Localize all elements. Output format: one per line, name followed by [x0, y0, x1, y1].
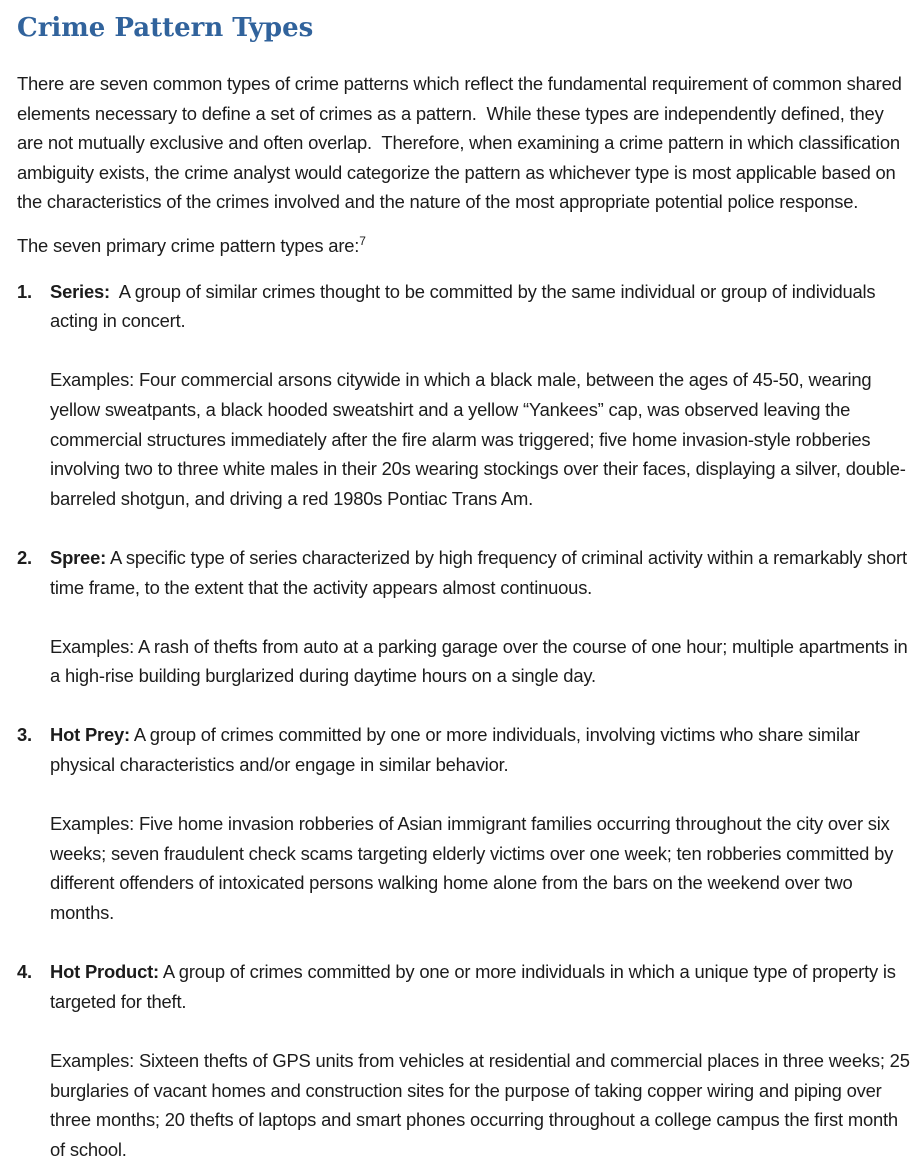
list-item-hot-prey: [17, 720, 911, 779]
item-definition-text: A group of crimes committed by one or more individuals, involving victims who share similar physical characteristics and/or engage in similar behavior.: [50, 724, 865, 776]
crime-pattern-list: [17, 277, 915, 1164]
item-label: Series:: [50, 280, 110, 302]
list-intro-text: The seven primary crime pattern types are:: [17, 234, 360, 256]
list-item-spree: [17, 543, 911, 602]
item-definition: [50, 543, 911, 602]
footnote-reference: 7: [359, 233, 366, 248]
item-definition-text: A group of crimes committed by one or more individuals in which a unique type of property is targeted for theft.: [50, 961, 901, 1012]
item-examples: Examples: Five home invasion robberies of Asian immigrant families occurring throughout the city over six weeks; seven fraudulent check scams targeting elderly victims over one week; ten robberies committed by different offenders of intoxicated persons walking home alone from the bars on the weekend over two months.: [50, 813, 899, 924]
item-label: Spree:: [50, 546, 107, 568]
list-intro: [17, 231, 911, 261]
item-definition: [50, 277, 911, 336]
list-item-series: [17, 277, 911, 336]
item-definition-text: A group of similar crimes thought to be committed by the same individual or group of individuals acting in concert.: [50, 280, 881, 332]
intro-paragraph: There are seven common types of crime patterns which reflect the fundamental requirement of common shared elements necessary to define a set of crimes as a pattern. While these types are independently defined, they are not mutually exclusive and often overlap. Therefore, when examining a crime pattern in which classification ambiguity exists, the crime analyst would categorize the pattern as whichever type is most applicable based on the characteristics of the crimes involved and the nature of the most appropriate potential police response.: [17, 73, 907, 213]
item-number: 2.: [17, 546, 32, 568]
item-number: 4.: [17, 961, 32, 983]
page-title: Crime Pattern Types: [17, 13, 314, 43]
item-number: 3.: [17, 724, 32, 746]
item-number: 1.: [17, 280, 32, 302]
item-definition: [50, 720, 911, 779]
item-label: Hot Product:: [50, 961, 159, 983]
list-item-hot-product: [17, 957, 911, 1016]
item-definition: [50, 957, 911, 1016]
item-examples: Examples: Four commercial arsons citywide in which a black male, between the ages of 45-50, wearing yellow sweatpants, a black hooded sweatshirt and a yellow “Yankees” cap, was observed leaving the commercial structures immediately after the fire alarm was triggered; five home invasion-style robberies involving two to three white males in their 20s wearing stockings over their faces, displaying a silver, double-barreled shotgun, and driving a red 1980s Pontiac Trans Am.: [50, 369, 906, 509]
item-examples: Examples: Sixteen thefts of GPS units from vehicles at residential and commercial places in three weeks; 25 burglaries of vacant homes and construction sites for the purpose of taking copper wiring and piping over three months; 20 thefts of laptops and smart phones occurring throughout a college campus the first month of school.: [50, 1050, 915, 1160]
item-examples: Examples: A rash of thefts from auto at a parking garage over the course of one hour; multiple apartments in a high-rise building burglarized during daytime hours on a single day.: [50, 635, 913, 687]
item-label: Hot Prey:: [50, 724, 130, 746]
item-definition-text: A specific type of series characterized by high frequency of criminal activity within a remarkably short time frame, to the extent that the activity appears almost continuous.: [50, 546, 912, 598]
